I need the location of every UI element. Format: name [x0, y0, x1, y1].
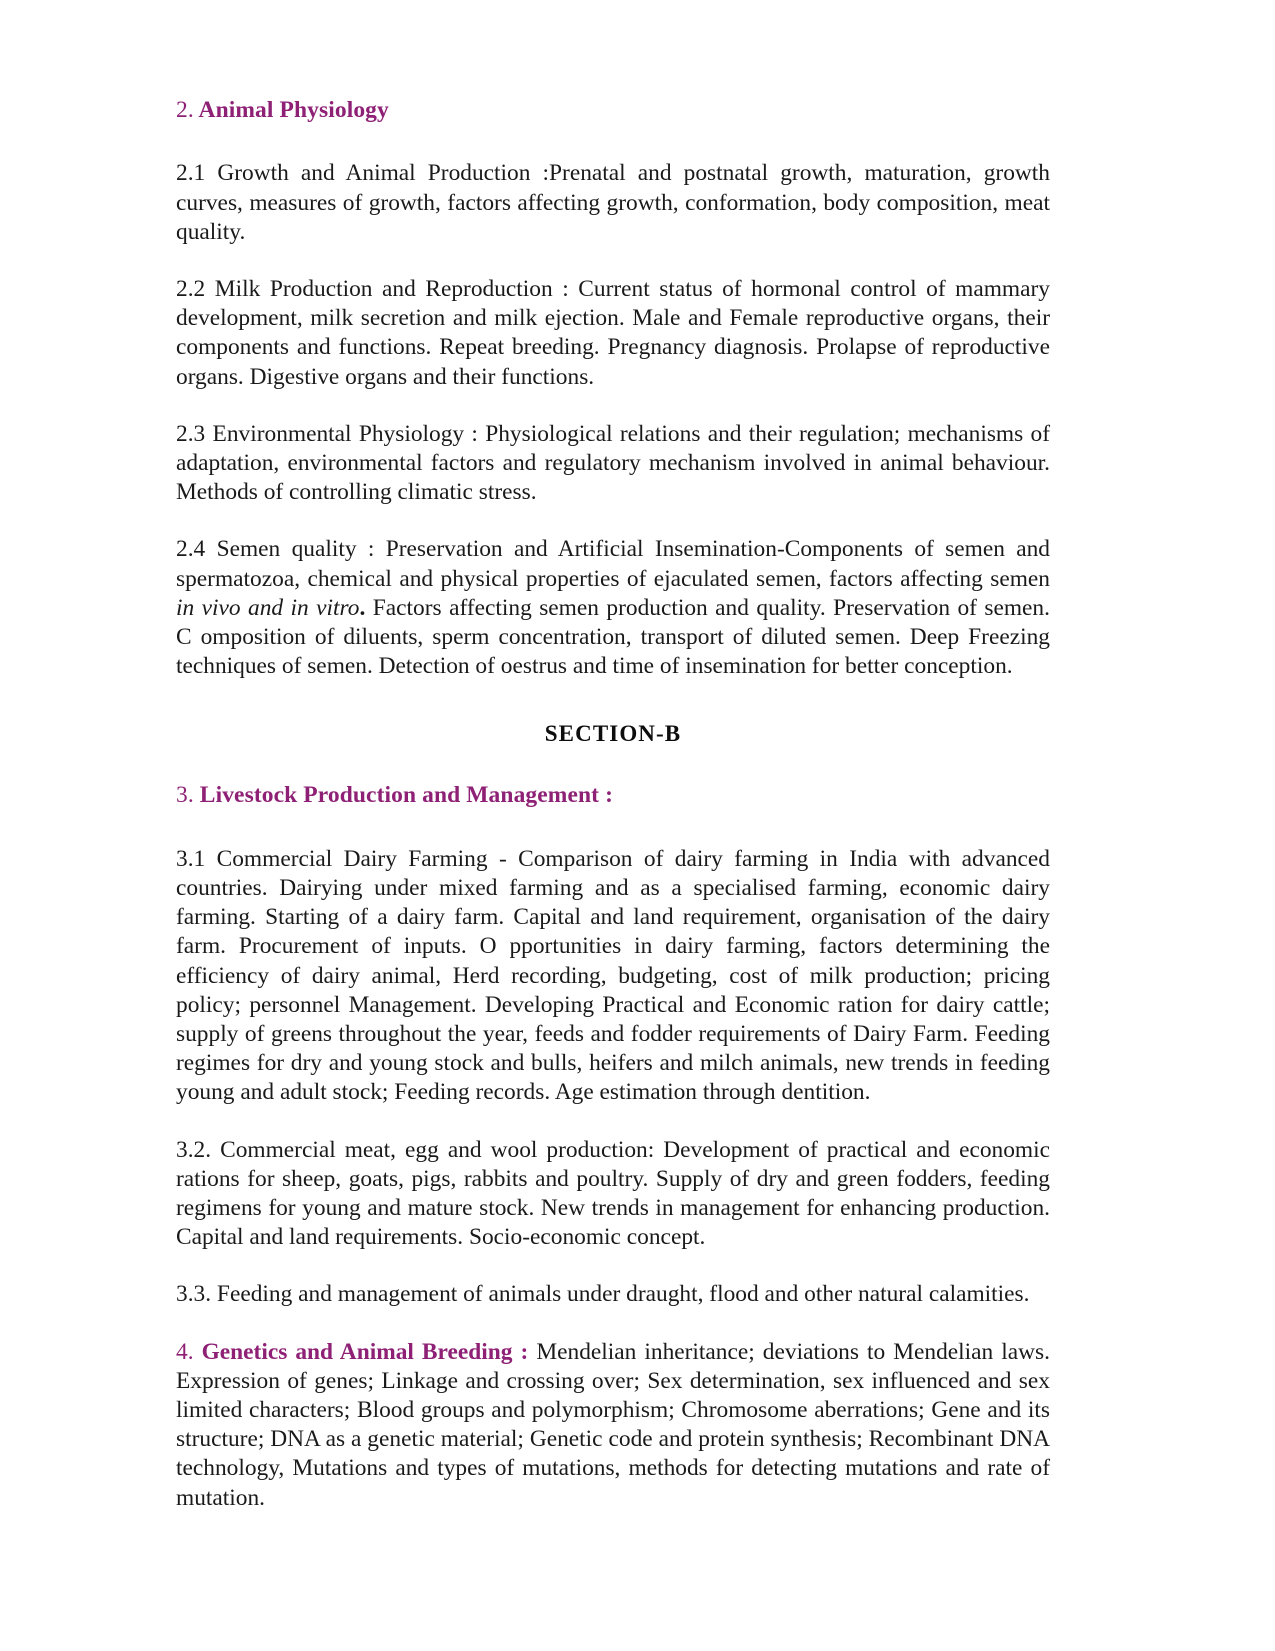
page-content — [176, 96, 1050, 1513]
spacer — [176, 507, 1050, 535]
spacer — [176, 681, 1050, 721]
spacer — [176, 1252, 1050, 1280]
spacer — [176, 392, 1050, 420]
paragraph-2-1-growth: 2.1 Growth and Animal Production :Prenatal and postnatal growth, maturation, growth curves, measures of growth, factors affecting growth, conformation, body composition, meat quality. — [176, 160, 1050, 245]
semen-text-part-two: Factors affecting semen production and quality. Preservation of semen. C omposition of diluents, sperm concentration, transport of diluted semen. Deep Freezing techniques of semen. Detection of oestrus and time of insemination for better conception. — [176, 594, 1050, 680]
heading-genetics-title: Genetics and Animal Breeding : — [193, 1338, 529, 1365]
genetics-body-text: Mendelian inheritance; deviations to Mendelian laws. Expression of genes; Linkage and crossing over; Sex determination, sex influenced and sex limited characters; Blood groups and polymorphism; Chromosome aberrations; Gene and its structure; DNA as a genetic material; Genetic code and protein synthesis; Recombinant DNA technology, Mutations and types of mutations, methods for detecting mutations and rate of mutation. — [176, 1338, 1050, 1511]
heading-livestock-title: Livestock Production and Management : — [193, 782, 614, 809]
heading-livestock-number: 3. — [176, 782, 194, 809]
spacer — [176, 811, 1050, 845]
semen-italic-phrase: in vivo and in vitro — [176, 594, 360, 621]
heading-animal-physiology-title: Animal Physiology — [193, 97, 389, 123]
semen-bold-period: . — [359, 594, 366, 621]
heading-genetics-number: 4. — [176, 1338, 194, 1365]
paragraph-3-2-meat-egg-wool: 3.2. Commercial meat, egg and wool production: Development of practical and economic rations for sheep, goats, pigs, rabbits and poultry. Supply of dry and green fodders, feeding regimens for young and mature stock. New trends in management for enhancing production. Capital and land requirements. Socio-economic concept. — [176, 1136, 1050, 1251]
paragraph-3-1-commercial-dairy: 3.1 Commercial Dairy Farming - Comparison of dairy farming in India with advanced countries. Dairying under mixed farming and as a specialised farming, economic dairy farming. Starting of a dairy farm. Capital and land requirement, organisation of the dairy farm. Procurement of inputs. O pportunities in dairy farming, factors determining the efficiency of dairy animal, Herd recording, budgeting, cost of milk production; pricing policy; personnel Management. Developing Practical and Economic ration for dairy cattle; supply of greens throughout the year, feeds and fodder requirements of Dairy Farm. Feeding regimes for dry and young stock and bulls, heifers and milch animals, new trends in feeding young and adult stock; Feeding records. Age estimation through dentition. — [176, 845, 1050, 1106]
heading-animal-physiology — [176, 96, 1050, 125]
spacer — [176, 247, 1050, 275]
paragraph-2-4-semen-quality — [176, 535, 1050, 681]
heading-livestock-production — [176, 781, 1050, 810]
paragraph-2-2-milk: 2.2 Milk Production and Reproduction : Current status of hormonal control of mammary development, milk secretion and milk ejection. Male and Female reproductive organs, their components and functions. Repeat breeding. Pregnancy diagnosis. Prolapse of reproductive organs. Digestive organs and their functions. — [176, 275, 1050, 390]
paragraph-2-3-environmental: 2.3 Environmental Physiology : Physiological relations and their regulation; mechanisms of adaptation, environmental factors and regulatory mechanism involved in animal behaviour. Methods of controlling climatic stress. — [176, 420, 1050, 506]
spacer — [176, 1310, 1050, 1338]
spacer — [176, 1108, 1050, 1136]
semen-text-part-one: 2.4 Semen quality : Preservation and Artificial Insemination-Components of semen and spermatozoa, chemical and physical properties of ejaculated semen, factors affecting semen — [176, 536, 1050, 592]
spacer — [176, 747, 1050, 781]
heading-animal-physiology-number: 2. — [176, 97, 194, 123]
section-b-heading: SECTION-B — [544, 721, 682, 747]
paragraph-3-3-calamities: 3.3. Feeding and management of animals under draught, flood and other natural calamities. — [176, 1281, 1030, 1308]
heading-genetics-inline — [176, 1339, 528, 1365]
spacer — [176, 125, 1050, 159]
paragraph-4-genetics — [176, 1338, 1050, 1513]
